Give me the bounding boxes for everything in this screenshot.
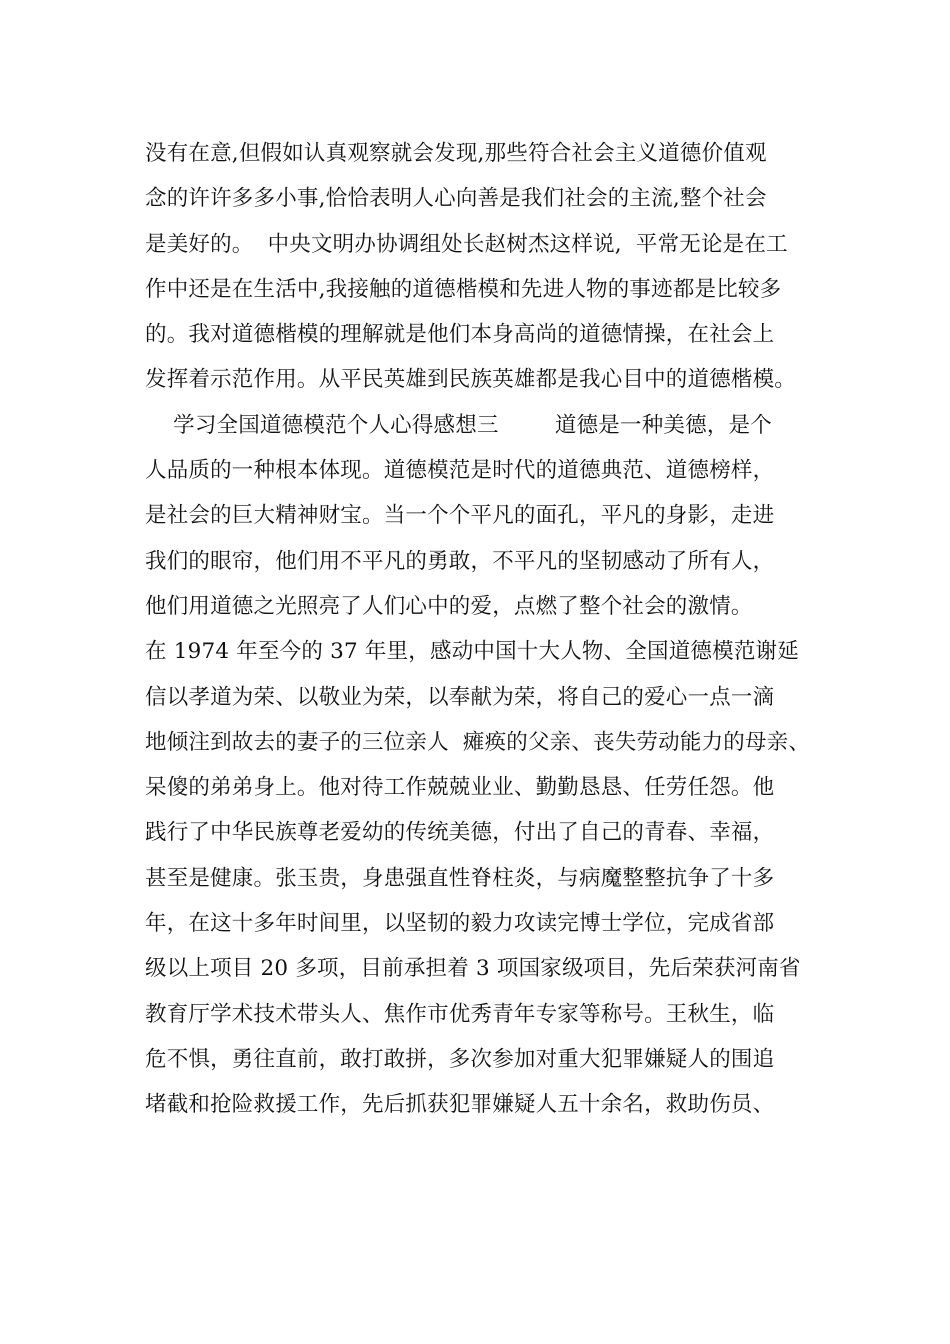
text-line-11: 他们用道德之光照亮了人们心中的爱，点燃了整个社会的激情。	[145, 593, 753, 619]
text-line-16: 践行了中华民族尊老爱幼的传统美德，付出了自己的青春、幸福，	[145, 820, 775, 846]
text-line-3: 是美好的。 中央文明办协调组处长赵树杰这样说, 平常无论是在工	[145, 231, 788, 257]
text-line-5: 的。我对道德楷模的理解就是他们本身高尚的道德情操，在社会上	[145, 322, 775, 348]
text-line-22: 堵截和抢险救援工作，先后抓获犯罪嫌疑人五十余名，救助伤员、	[145, 1092, 775, 1118]
text-line-20: 教育厅学术技术带头人、焦作市优秀青年专家等称号。王秋生，临	[145, 1001, 775, 1027]
text-line-6: 发挥着示范作用。从平民英雄到民族英雄都是我心目中的道德楷模。	[145, 367, 797, 393]
text-line-12: 在 1974 年至今的 37 年里，感动中国十大人物、全国道德模范谢延	[145, 639, 799, 665]
text-line-9: 是社会的巨大精神财宝。当一个个平凡的面孔，平凡的身影，走进	[145, 503, 775, 529]
text-line-14: 地倾注到故去的妻子的三位亲人 瘫痪的父亲、丧失劳动能力的母亲、	[145, 729, 811, 755]
text-line-8: 人品质的一种根本体现。道德模范是时代的道德典范、道德榜样，	[145, 458, 775, 484]
text-line-7-section-heading: 学习全国道德模范个人心得感想三 道德是一种美德，是个	[145, 412, 772, 438]
text-line-10: 我们的眼帘，他们用不平凡的勇敢，不平凡的坚韧感动了所有人，	[145, 548, 775, 574]
text-line-17: 甚至是健康。张玉贵，身患强直性脊柱炎，与病魔整整抗争了十多	[145, 865, 775, 891]
text-line-15: 呆傻的弟弟身上。他对待工作兢兢业业、勤勤恳恳、任劳任怨。他	[145, 775, 775, 801]
text-line-1: 没有在意,但假如认真观察就会发现,那些符合社会主义道德价值观	[145, 141, 767, 166]
text-line-4: 作中还是在生活中,我接触的道德楷模和先进人物的事迹都是比较多	[145, 276, 782, 302]
text-line-21: 危不惧，勇往直前，敢打敢拼，多次参加对重大犯罪嫌疑人的围追	[145, 1046, 775, 1072]
text-line-13: 信以孝道为荣、以敬业为荣，以奉献为荣，将自己的爱心一点一滴	[145, 684, 775, 710]
text-line-2: 念的许许多多小事,恰恰表明人心向善是我们社会的主流,整个社会	[145, 186, 767, 212]
text-line-18: 年，在这十多年时间里，以坚韧的毅力攻读完博士学位，完成省部	[145, 911, 775, 937]
body-text	[145, 131, 825, 1128]
text-line-19: 级以上项目 20 多项，目前承担着 3 项国家级项目，先后荣获河南省	[145, 956, 801, 982]
